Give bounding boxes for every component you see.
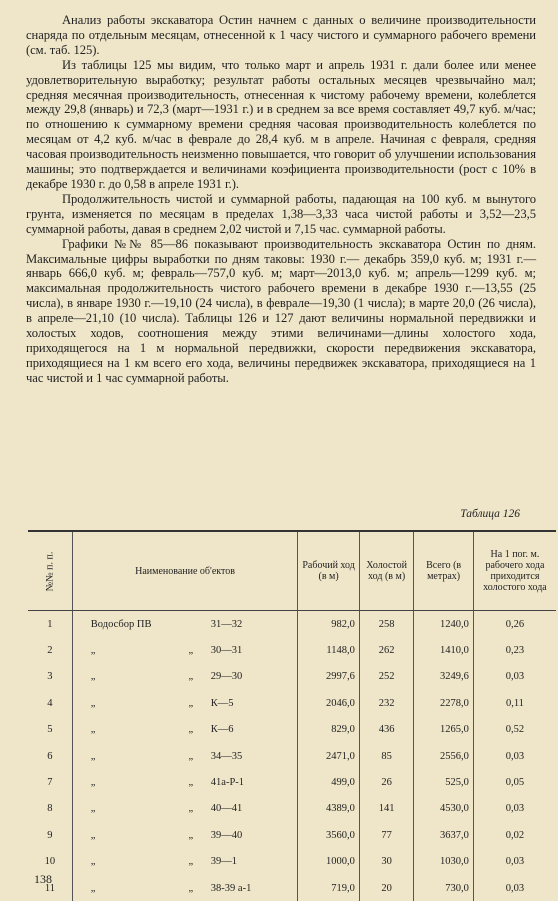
cell-site: „	[77, 724, 171, 735]
cell-total: 3637,0	[414, 822, 474, 848]
cell-ditto: „	[171, 751, 211, 762]
cell-idle: 252	[359, 664, 413, 690]
cell-name	[72, 796, 298, 822]
table-header-row	[28, 531, 556, 611]
cell-idle: 30	[359, 849, 413, 875]
cell-work: 829,0	[298, 717, 360, 743]
cell-work: 2471,0	[298, 743, 360, 769]
cell-name	[72, 875, 298, 901]
table-row	[28, 743, 556, 769]
cell-work: 1000,0	[298, 849, 360, 875]
cell-name	[72, 611, 298, 638]
cell-name	[72, 637, 298, 663]
cell-total: 730,0	[414, 875, 474, 901]
cell-ditto: „	[171, 724, 211, 735]
cell-per: 0,03	[473, 743, 556, 769]
cell-total: 2556,0	[414, 743, 474, 769]
cell-total: 1030,0	[414, 849, 474, 875]
cell-site: „	[77, 830, 171, 841]
cell-num: 3	[28, 664, 72, 690]
cell-work: 2997,6	[298, 664, 360, 690]
cell-code: 41а-Р-1	[211, 777, 271, 788]
cell-per: 0,02	[473, 822, 556, 848]
cell-code: 34—35	[211, 751, 271, 762]
cell-name	[72, 769, 298, 795]
cell-code: К—6	[211, 724, 271, 735]
paragraph: Продолжительность чистой и суммарной работы, падающая на 100 куб. м вынутого грунта, изменяется по месяцам в пределах 1,38—3,33 часа чистой работы и 3,52—23,5 суммарной работы, давая в среднем 2,02 чистой и 7,15 час. суммарной работы.	[26, 192, 536, 237]
cell-work: 4389,0	[298, 796, 360, 822]
cell-code: 39—40	[211, 830, 271, 841]
table-body	[28, 611, 556, 901]
table-row	[28, 611, 556, 638]
cell-ditto: „	[171, 698, 211, 709]
table-row	[28, 637, 556, 663]
cell-code: 29—30	[211, 671, 271, 682]
cell-idle: 85	[359, 743, 413, 769]
cell-num: 2	[28, 637, 72, 663]
cell-site: „	[77, 671, 171, 682]
cell-idle: 232	[359, 690, 413, 716]
cell-code: 38-39 а-1	[211, 883, 271, 894]
cell-work: 982,0	[298, 611, 360, 638]
cell-idle: 141	[359, 796, 413, 822]
body-text	[26, 13, 536, 386]
cell-num: 1	[28, 611, 72, 638]
cell-ditto: „	[171, 671, 211, 682]
header-idle: Холостой ход (в м)	[359, 531, 413, 611]
table-row	[28, 769, 556, 795]
table-row	[28, 849, 556, 875]
cell-total: 2278,0	[414, 690, 474, 716]
cell-ditto: „	[171, 777, 211, 788]
cell-idle: 436	[359, 717, 413, 743]
cell-num: 9	[28, 822, 72, 848]
cell-code: 30—31	[211, 645, 271, 656]
cell-code: 40—41	[211, 803, 271, 814]
cell-work: 719,0	[298, 875, 360, 901]
cell-num: 8	[28, 796, 72, 822]
cell-ditto: „	[171, 883, 211, 894]
cell-name	[72, 690, 298, 716]
cell-site: „	[77, 645, 171, 656]
table-row	[28, 690, 556, 716]
cell-code: 39—1	[211, 856, 271, 867]
cell-per: 0,03	[473, 849, 556, 875]
cell-num: 4	[28, 690, 72, 716]
cell-total: 1265,0	[414, 717, 474, 743]
cell-idle: 20	[359, 875, 413, 901]
cell-num: 7	[28, 769, 72, 795]
header-total: Всего (в метрах)	[414, 531, 474, 611]
cell-site: Водосбор ПВ	[77, 619, 171, 630]
cell-per: 0,03	[473, 664, 556, 690]
cell-num: 6	[28, 743, 72, 769]
cell-num: 5	[28, 717, 72, 743]
cell-site: „	[77, 698, 171, 709]
cell-total: 525,0	[414, 769, 474, 795]
cell-name	[72, 664, 298, 690]
cell-per: 0,23	[473, 637, 556, 663]
cell-site: „	[77, 751, 171, 762]
cell-per: 0,52	[473, 717, 556, 743]
cell-per: 0,03	[473, 796, 556, 822]
cell-idle: 262	[359, 637, 413, 663]
paragraph: Из таблицы 125 мы видим, что только март и апрель 1931 г. дали более или менее удовлетворительную выработку; результат работы остальных месяцев чрезвычайно мал; средняя месячная производительность, отнесенная к чистому рабочему времени, колеблется между 29,8 (январь) и 72,3 (март—1931 г.) и в среднем за все время составляет 49,7 куб. м/час; по отношению к суммарному времени средняя часовая производительность колеблется по месяцам от 4,2 куб. м/час в феврале до 28,4 куб. м в апреле. Начиная с февраля, средняя часовая производительность неизменно повышается, что говорит об улучшении использования машины; это подтверждается и величинами коэфициента производительности (рост с 10% в декабре 1930 г. до 0,58 в апреле 1931 г.).	[26, 58, 536, 192]
cell-site: „	[77, 856, 171, 867]
cell-site: „	[77, 803, 171, 814]
page-number: 138	[34, 872, 52, 887]
cell-name	[72, 743, 298, 769]
paragraph: Анализ работы экскаватора Остин начнем с данных о величине производительности снаряда по отдельным месяцам, отнесенной к 1 часу чистого и суммарного рабочего времени (см. таб. 125).	[26, 13, 536, 58]
cell-num: 10	[28, 849, 72, 875]
cell-num: 11	[28, 875, 72, 901]
cell-idle: 77	[359, 822, 413, 848]
table-row	[28, 875, 556, 901]
table-row	[28, 717, 556, 743]
cell-work: 2046,0	[298, 690, 360, 716]
cell-work: 499,0	[298, 769, 360, 795]
cell-name	[72, 717, 298, 743]
cell-total: 1410,0	[414, 637, 474, 663]
table-caption: Таблица 126	[460, 508, 520, 520]
cell-name	[72, 849, 298, 875]
header-name: Наименование об'ектов	[72, 531, 298, 611]
cell-ditto: „	[171, 645, 211, 656]
header-work: Рабочий ход (в м)	[298, 531, 360, 611]
cell-ditto: „	[171, 803, 211, 814]
cell-code: К—5	[211, 698, 271, 709]
table-row	[28, 822, 556, 848]
cell-code: 31—32	[211, 619, 271, 630]
cell-work: 1148,0	[298, 637, 360, 663]
data-table	[28, 530, 556, 901]
header-per: На 1 пог. м. рабочего хода приходится холостого хода	[473, 531, 556, 611]
table-row	[28, 796, 556, 822]
cell-total: 1240,0	[414, 611, 474, 638]
cell-ditto: „	[171, 856, 211, 867]
cell-work: 3560,0	[298, 822, 360, 848]
table-row	[28, 664, 556, 690]
cell-per: 0,26	[473, 611, 556, 638]
cell-per: 0,11	[473, 690, 556, 716]
cell-ditto: „	[171, 830, 211, 841]
cell-total: 4530,0	[414, 796, 474, 822]
cell-name	[72, 822, 298, 848]
cell-total: 3249,6	[414, 664, 474, 690]
cell-idle: 258	[359, 611, 413, 638]
paragraph: Графики №№ 85—86 показывают производительность экскаватора Остин по дням. Максимальные цифры выработки по дням таковы: 1930 г.— декабрь 359,0 куб. м; 1931 г.—январь 666,0 куб. м; февраль—757,0 куб. м; март—2013,0 куб. м; апрель—1299 куб. м; максимальная продолжительность чистого рабочего времени в декабре 1930 г.—13,55 (25 числа), в январе 1930 г.—19,10 (24 числа), в феврале—19,30 (1 числа); в марте 20,0 (26 числа), в апреле—21,10 (10 числа). Таблицы 126 и 127 дают величины нормальной передвижки и холостых ходов, соотношения между этими величинами—длины холостого хода, приходящегося на 1 м нормальной передвижки, скорости передвижения экскаватора, приходящиеся на 1 км всего его хода, величины передвижек экскаватора, приходящиеся на 1 час чистой и 1 час суммарной работы.	[26, 237, 536, 386]
header-num: №№ п. п.	[28, 531, 72, 611]
cell-idle: 26	[359, 769, 413, 795]
cell-site: „	[77, 883, 171, 894]
cell-per: 0,03	[473, 875, 556, 901]
cell-site: „	[77, 777, 171, 788]
cell-per: 0,05	[473, 769, 556, 795]
